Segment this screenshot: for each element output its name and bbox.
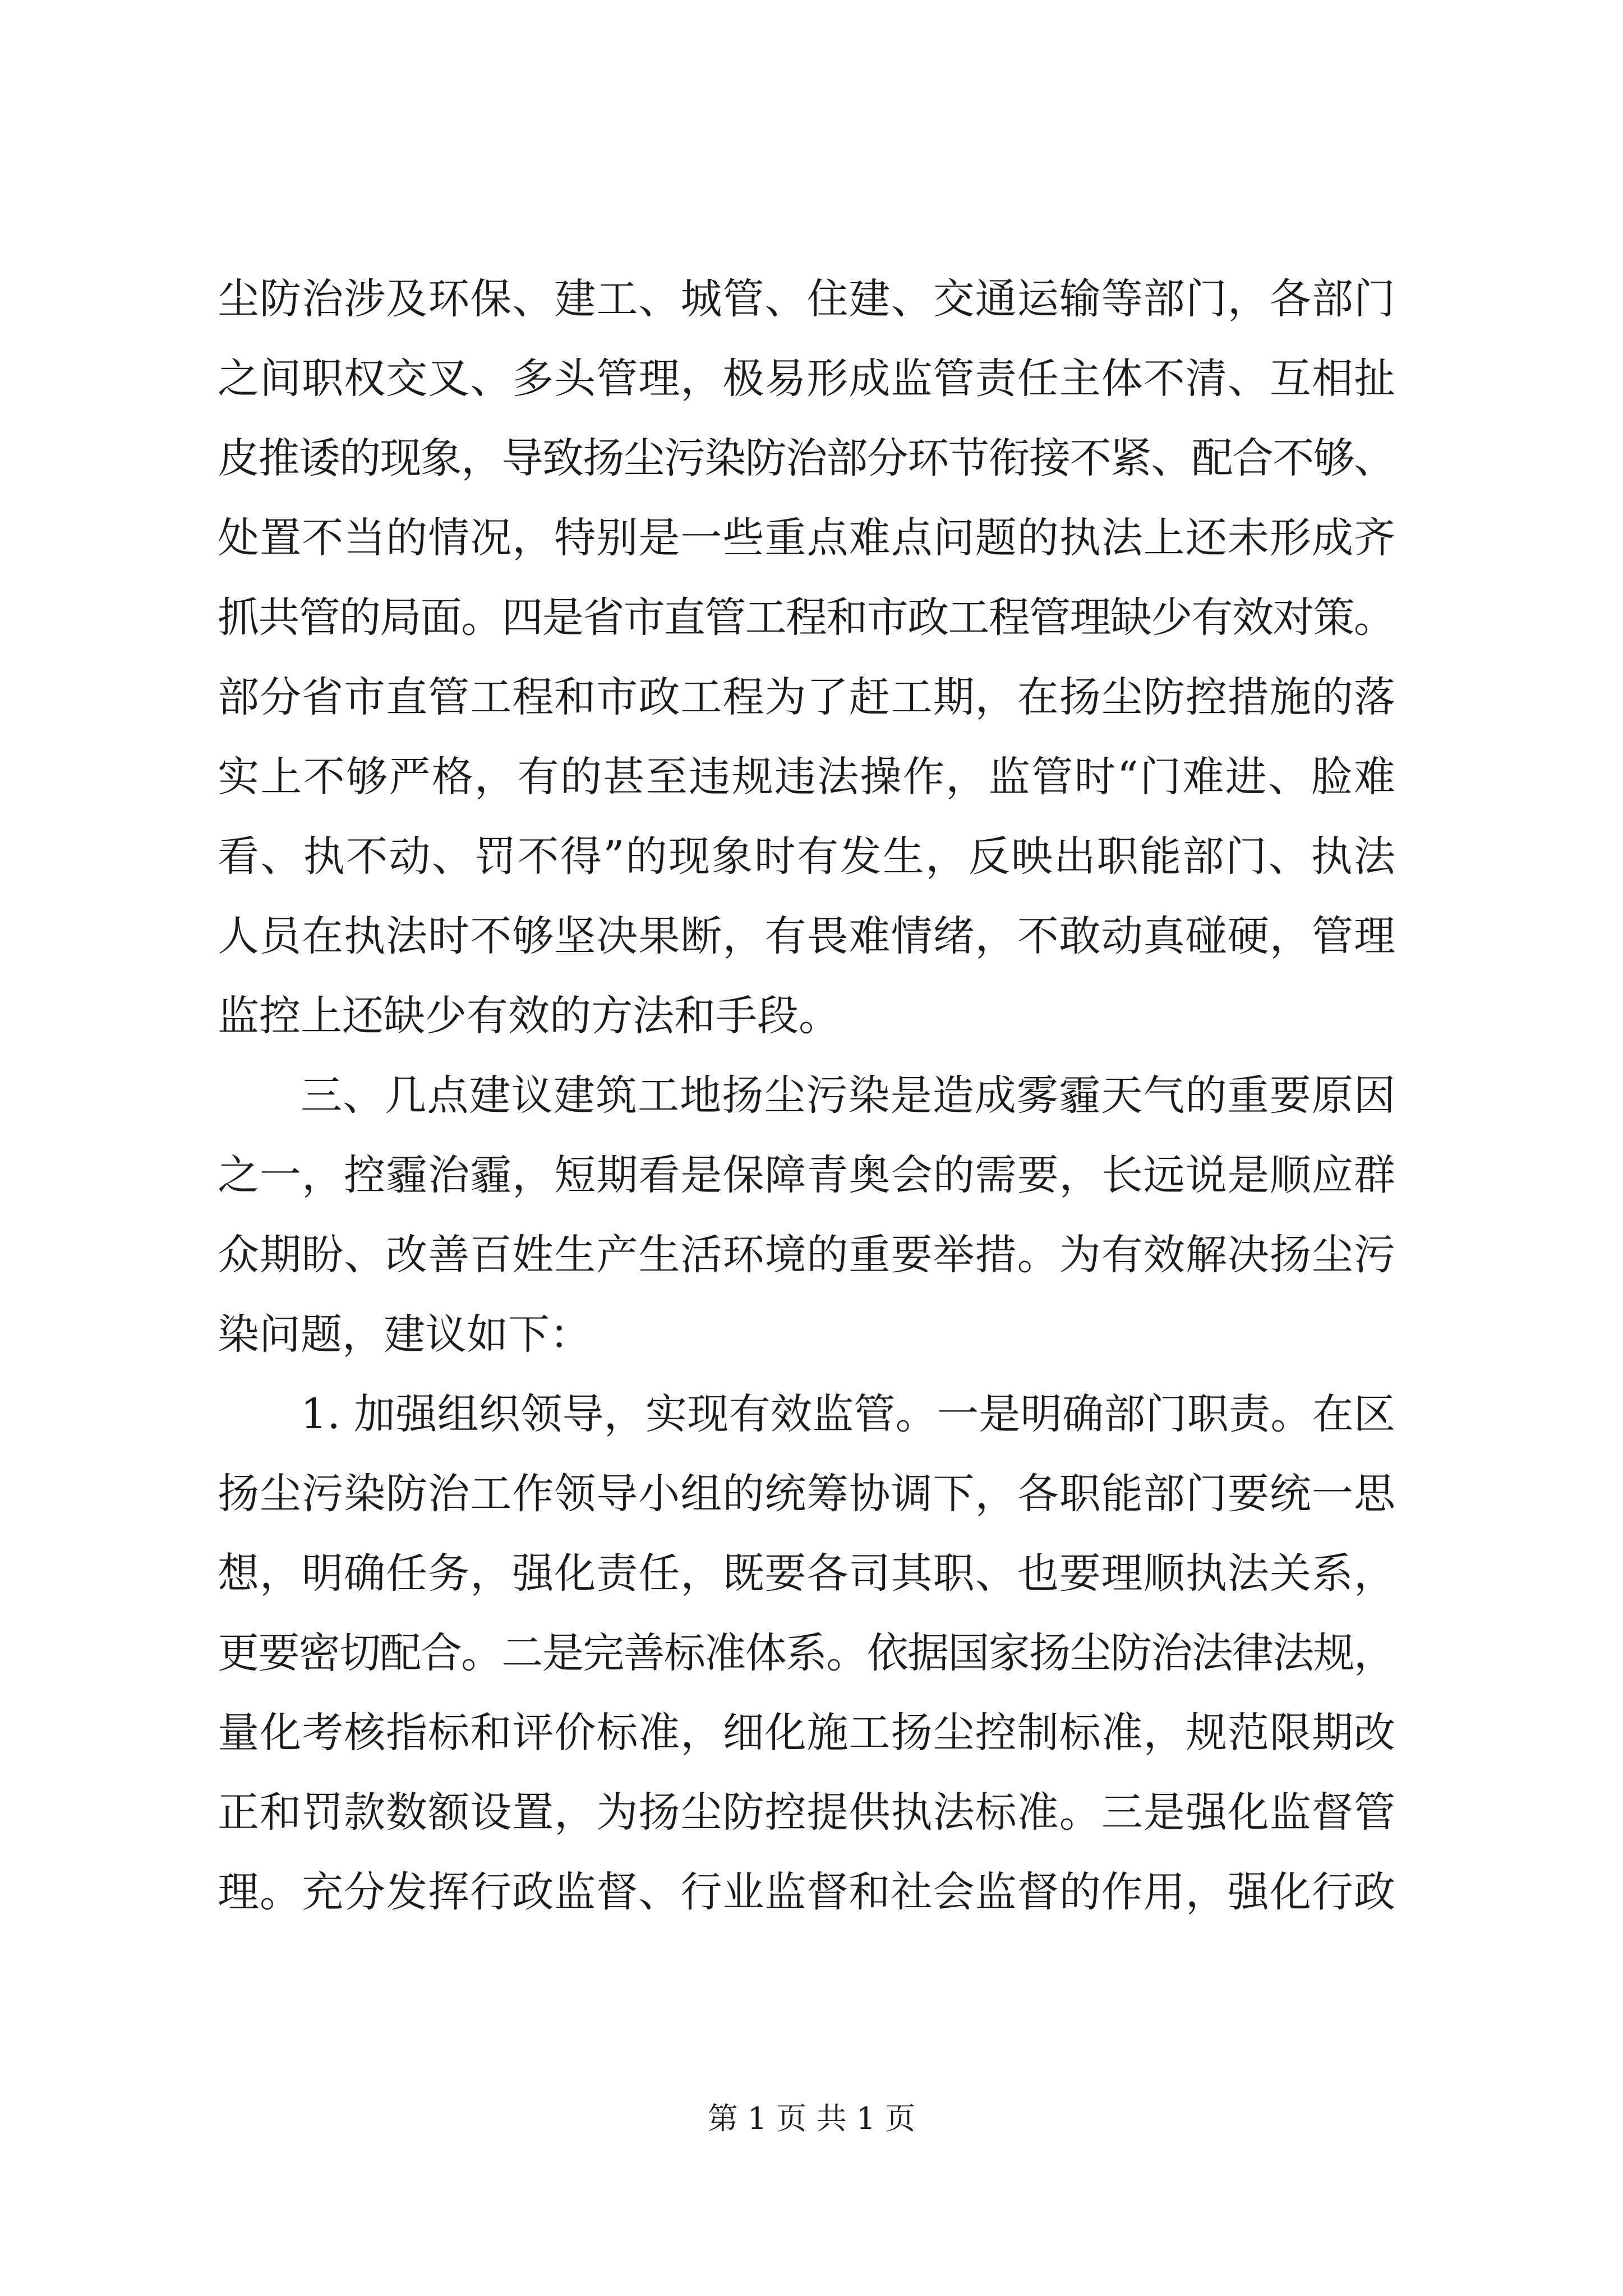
page-footer [0, 2099, 1623, 2138]
text-line: 扬尘污染防治工作领导小组的统筹协调下，各职能部门要统一思 [218, 1470, 1396, 1518]
text-line: 理。充分发挥行政监督、行业监督和社会监督的作用，强化行政 [218, 1868, 1396, 1916]
text-line: 尘防治涉及环保、建工、城管、住建、交通运输等部门，各部门 [218, 275, 1396, 323]
text-line: 之间职权交叉、多头管理，极易形成监管责任主体不清、互相扯 [218, 355, 1396, 403]
text-line: 看、执不动、罚不得”的现象时有发生，反映出职能部门、执法 [218, 832, 1397, 881]
text-line: 之一，控霾治霾，短期看是保障青奥会的需要，长远说是顺应群 [218, 1151, 1396, 1199]
text-line: 众期盼、改善百姓生产生活环境的重要举措。为有效解决扬尘污 [218, 1231, 1396, 1279]
page-number-label: 第 1 页 共 1 页 [707, 2101, 916, 2136]
text-line: 皮推诿的现象，导致扬尘污染防治部分环节衔接不紧、配合不够、 [218, 434, 1395, 482]
text-line: 量化考核指标和评价标准，细化施工扬尘控制标准，规范限期改 [218, 1709, 1396, 1757]
text-line: 想，明确任务，强化责任，既要各司其职、也要理顺执法关系， [218, 1549, 1396, 1598]
text-line: 监控上还缺少有效的方法和手段。 [218, 992, 840, 1040]
text-line: 正和罚款数额设置，为扬尘防控提供执法标准。三是强化监督管 [218, 1788, 1396, 1837]
paragraph-start-line: 1. 加强组织领导，实现有效监管。一是明确部门职责。在区 [301, 1390, 1396, 1438]
paragraph-start-line: 三、几点建议建筑工地扬尘污染是造成雾霾天气的重要原因 [301, 1071, 1396, 1120]
text-line: 染问题，建议如下： [218, 1310, 591, 1359]
text-line: 人员在执法时不够坚决果断，有畏难情绪，不敢动真碰硬，管理 [218, 912, 1396, 960]
text-line: 更要密切配合。二是完善标准体系。依据国家扬尘防治法律法规， [218, 1629, 1395, 1677]
text-line: 实上不够严格，有的甚至违规违法操作，监管时“门难进、脸难 [218, 753, 1397, 801]
text-line: 抓共管的局面。四是省市直管工程和市政工程管理缺少有效对策。 [218, 593, 1395, 642]
text-line: 部分省市直管工程和市政工程为了赶工期，在扬尘防控措施的落 [218, 673, 1396, 721]
body-text [218, 259, 1395, 1932]
text-line: 处置不当的情况，特别是一些重点难点问题的执法上还未形成齐 [218, 514, 1396, 562]
